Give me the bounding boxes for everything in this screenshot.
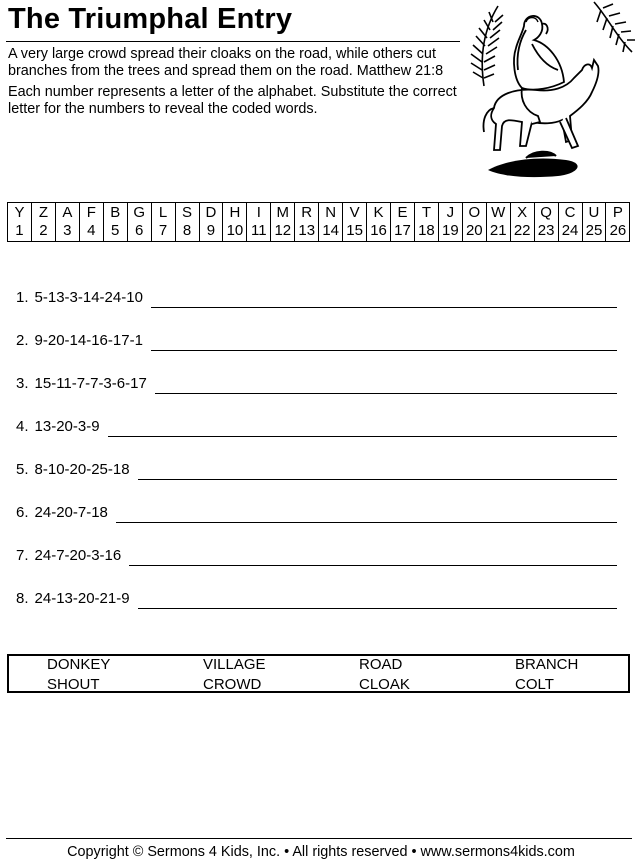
- cipher-number-cell: 1: [8, 222, 32, 242]
- answer-line[interactable]: [116, 522, 617, 523]
- cipher-number-cell: 14: [319, 222, 343, 242]
- cipher-number-cell: 7: [151, 222, 175, 242]
- question-number: 1.: [16, 289, 29, 306]
- intro-text: [8, 46, 466, 122]
- coded-word: 15-11-7-7-3-6-17: [34, 375, 147, 392]
- question-number: 5.: [16, 461, 29, 478]
- cipher-letter-cell: P: [606, 203, 630, 223]
- cipher-letter-cell: Z: [31, 203, 55, 223]
- question-number: 4.: [16, 418, 29, 435]
- word-bank: [7, 654, 630, 693]
- word-bank-item: CROWD: [203, 676, 262, 693]
- question-row: [16, 370, 617, 392]
- cipher-letter-cell: H: [223, 203, 247, 223]
- word-bank-item: CLOAK: [359, 676, 410, 693]
- cipher-number-cell: 17: [391, 222, 415, 242]
- question-row: [16, 499, 617, 521]
- cipher-letter-cell: B: [103, 203, 127, 223]
- cipher-number-cell: 20: [462, 222, 486, 242]
- word-bank-item: DONKEY: [47, 656, 111, 673]
- coded-word: 24-7-20-3-16: [34, 547, 122, 564]
- cipher-letter-cell: R: [295, 203, 319, 223]
- cipher-letter-cell: T: [414, 203, 438, 223]
- coded-word: 5-13-3-14-24-10: [34, 289, 143, 306]
- coded-word: 13-20-3-9: [34, 418, 100, 435]
- answer-line[interactable]: [138, 608, 617, 609]
- cipher-letters-row: [8, 203, 630, 223]
- coded-word: 8-10-20-25-18: [34, 461, 130, 478]
- cipher-letter-cell: Y: [8, 203, 32, 223]
- question-number: 6.: [16, 504, 29, 521]
- answer-line[interactable]: [138, 479, 617, 480]
- cipher-letter-cell: S: [175, 203, 199, 223]
- cipher-letter-cell: N: [319, 203, 343, 223]
- cipher-number-cell: 9: [199, 222, 223, 242]
- cipher-letter-cell: O: [462, 203, 486, 223]
- coded-word: 9-20-14-16-17-1: [34, 332, 143, 349]
- question-number: 2.: [16, 332, 29, 349]
- cipher-letter-cell: I: [247, 203, 271, 223]
- answer-line[interactable]: [108, 436, 617, 437]
- cipher-number-cell: 15: [343, 222, 367, 242]
- cipher-number-cell: 11: [247, 222, 271, 242]
- cipher-letter-cell: W: [486, 203, 510, 223]
- cipher-number-cell: 23: [534, 222, 558, 242]
- title-divider: [6, 41, 460, 42]
- cipher-letter-cell: V: [343, 203, 367, 223]
- cipher-number-cell: 6: [127, 222, 151, 242]
- cipher-number-cell: 10: [223, 222, 247, 242]
- answer-line[interactable]: [151, 350, 617, 351]
- verse-text: A very large crowd spread their cloaks on the road, while others cut branches from the trees and spread them on the road. Matthew 21:8: [8, 46, 444, 79]
- cipher-letter-cell: U: [582, 203, 606, 223]
- cipher-letter-cell: J: [438, 203, 462, 223]
- cipher-letter-cell: Q: [534, 203, 558, 223]
- footer-divider: [6, 838, 632, 839]
- cipher-number-cell: 13: [295, 222, 319, 242]
- word-bank-item: COLT: [515, 676, 554, 693]
- copyright-footer: Copyright © Sermons 4 Kids, Inc. • All rights reserved • www.sermons4kids.com: [67, 844, 575, 860]
- cipher-number-cell: 5: [103, 222, 127, 242]
- cipher-number-cell: 8: [175, 222, 199, 242]
- word-bank-item: VILLAGE: [203, 656, 266, 673]
- cipher-number-cell: 3: [55, 222, 79, 242]
- question-number: 8.: [16, 590, 29, 607]
- cipher-number-cell: 12: [271, 222, 295, 242]
- question-row: [16, 456, 617, 478]
- jesus-on-donkey-illustration: [466, 0, 636, 182]
- cipher-number-cell: 21: [486, 222, 510, 242]
- cipher-number-cell: 2: [31, 222, 55, 242]
- cipher-number-cell: 19: [438, 222, 462, 242]
- word-bank-item: SHOUT: [47, 676, 100, 693]
- cipher-number-cell: 24: [558, 222, 582, 242]
- cipher-numbers-row: [8, 222, 630, 242]
- cipher-number-cell: 26: [606, 222, 630, 242]
- question-row: [16, 284, 617, 306]
- question-number: 3.: [16, 375, 29, 392]
- word-bank-item: BRANCH: [515, 656, 579, 673]
- answer-line[interactable]: [129, 565, 617, 566]
- cipher-letter-cell: F: [79, 203, 103, 223]
- page-title: The Triumphal Entry: [8, 3, 293, 35]
- cipher-letter-cell: E: [391, 203, 415, 223]
- answer-line[interactable]: [151, 307, 617, 308]
- answer-line[interactable]: [155, 393, 617, 394]
- question-row: [16, 542, 617, 564]
- cipher-key-table: [7, 202, 630, 242]
- instructions-text: Each number represents a letter of the alphabet. Substitute the correct letter for the numbers to reveal the coded words.: [8, 84, 457, 117]
- cipher-letter-cell: M: [271, 203, 295, 223]
- cipher-letter-cell: A: [55, 203, 79, 223]
- question-row: [16, 413, 617, 435]
- cipher-number-cell: 16: [367, 222, 391, 242]
- coded-word: 24-13-20-21-9: [34, 590, 130, 607]
- cipher-number-cell: 25: [582, 222, 606, 242]
- cipher-letter-cell: C: [558, 203, 582, 223]
- word-bank-item: ROAD: [359, 656, 403, 673]
- cipher-number-cell: 22: [510, 222, 534, 242]
- cipher-letter-cell: D: [199, 203, 223, 223]
- cipher-letter-cell: K: [367, 203, 391, 223]
- cipher-number-cell: 4: [79, 222, 103, 242]
- cipher-letter-cell: G: [127, 203, 151, 223]
- coded-word: 24-20-7-18: [34, 504, 108, 521]
- question-number: 7.: [16, 547, 29, 564]
- cipher-letter-cell: X: [510, 203, 534, 223]
- cipher-letter-cell: L: [151, 203, 175, 223]
- cipher-number-cell: 18: [414, 222, 438, 242]
- question-row: [16, 327, 617, 349]
- question-row: [16, 585, 617, 607]
